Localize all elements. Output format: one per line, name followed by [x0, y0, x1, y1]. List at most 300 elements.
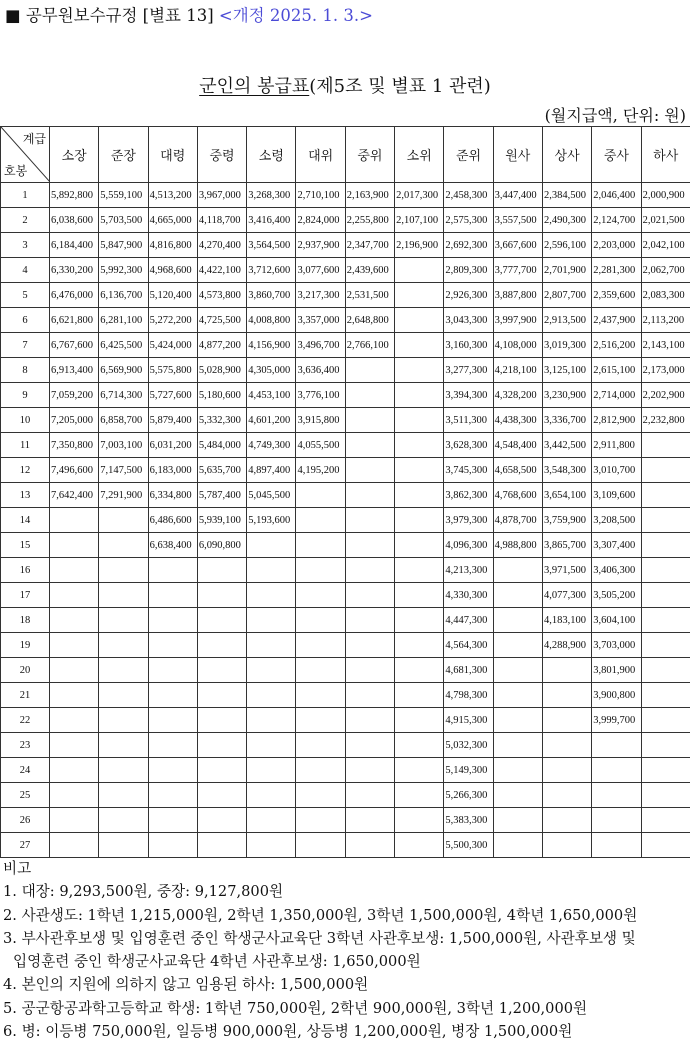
- step-cell: 10: [1, 408, 50, 433]
- pay-cell: [50, 508, 99, 533]
- pay-cell: 4,453,100: [247, 383, 296, 408]
- rank-header: 준장: [99, 127, 148, 183]
- pay-cell: [345, 358, 394, 383]
- step-cell: 25: [1, 783, 50, 808]
- pay-cell: 4,601,200: [247, 408, 296, 433]
- pay-cell: 5,266,300: [444, 783, 493, 808]
- pay-cell: [148, 608, 197, 633]
- pay-cell: 3,109,600: [592, 483, 641, 508]
- pay-cell: 2,913,500: [542, 308, 591, 333]
- pay-cell: [197, 558, 246, 583]
- pay-cell: 6,486,600: [148, 508, 197, 533]
- corner-header-cell: [1, 127, 50, 183]
- pay-cell: 3,160,300: [444, 333, 493, 358]
- pay-cell: [148, 808, 197, 833]
- step-cell: 15: [1, 533, 50, 558]
- rank-header: 중령: [197, 127, 246, 183]
- pay-cell: 3,628,300: [444, 433, 493, 458]
- pay-cell: 4,218,100: [493, 358, 542, 383]
- pay-cell: [50, 783, 99, 808]
- pay-cell: 2,021,500: [641, 208, 690, 233]
- pay-cell: [345, 633, 394, 658]
- pay-cell: [247, 758, 296, 783]
- pay-cell: 2,692,300: [444, 233, 493, 258]
- pay-cell: [395, 433, 444, 458]
- pay-cell: [542, 758, 591, 783]
- pay-cell: [395, 533, 444, 558]
- rank-header: 하사: [641, 127, 690, 183]
- pay-cell: [296, 683, 345, 708]
- pay-cell: 6,858,700: [99, 408, 148, 433]
- pay-cell: 4,183,100: [542, 608, 591, 633]
- pay-cell: 2,812,900: [592, 408, 641, 433]
- pay-cell: [50, 633, 99, 658]
- pay-cell: [148, 708, 197, 733]
- table-row: [1, 833, 690, 858]
- step-cell: 12: [1, 458, 50, 483]
- pay-cell: 2,083,300: [641, 283, 690, 308]
- pay-cell: 3,759,900: [542, 508, 591, 533]
- pay-cell: [247, 683, 296, 708]
- pay-cell: [50, 583, 99, 608]
- pay-cell: [197, 608, 246, 633]
- pay-cell: 3,703,000: [592, 633, 641, 658]
- pay-cell: 4,548,400: [493, 433, 542, 458]
- step-cell: 17: [1, 583, 50, 608]
- pay-cell: 5,703,500: [99, 208, 148, 233]
- table-row: [1, 233, 690, 258]
- pay-cell: 4,422,100: [197, 258, 246, 283]
- pay-cell: 2,232,800: [641, 408, 690, 433]
- pay-cell: [542, 833, 591, 858]
- pay-cell: 4,008,800: [247, 308, 296, 333]
- pay-cell: 4,749,300: [247, 433, 296, 458]
- pay-cell: [296, 483, 345, 508]
- pay-cell: [641, 433, 690, 458]
- pay-cell: [493, 558, 542, 583]
- pay-cell: [197, 833, 246, 858]
- pay-cell: [148, 683, 197, 708]
- pay-cell: [197, 658, 246, 683]
- pay-cell: 4,438,300: [493, 408, 542, 433]
- step-cell: 18: [1, 608, 50, 633]
- pay-cell: 5,484,000: [197, 433, 246, 458]
- pay-cell: [493, 583, 542, 608]
- pay-cell: [345, 533, 394, 558]
- pay-cell: [395, 658, 444, 683]
- pay-cell: 3,406,300: [592, 558, 641, 583]
- table-row: [1, 183, 690, 208]
- pay-cell: [148, 658, 197, 683]
- pay-cell: [345, 808, 394, 833]
- pay-cell: [296, 533, 345, 558]
- pay-cell: [99, 633, 148, 658]
- step-cell: 22: [1, 708, 50, 733]
- pay-cell: 7,003,100: [99, 433, 148, 458]
- pay-cell: [641, 633, 690, 658]
- pay-cell: 2,281,300: [592, 258, 641, 283]
- pay-cell: 2,437,900: [592, 308, 641, 333]
- pay-cell: 4,195,200: [296, 458, 345, 483]
- pay-cell: 4,897,400: [247, 458, 296, 483]
- pay-cell: 4,798,300: [444, 683, 493, 708]
- pay-cell: 6,183,000: [148, 458, 197, 483]
- pay-cell: 2,458,300: [444, 183, 493, 208]
- pay-cell: 3,865,700: [542, 533, 591, 558]
- pay-cell: 2,926,300: [444, 283, 493, 308]
- pay-cell: [345, 408, 394, 433]
- pay-cell: [395, 333, 444, 358]
- pay-cell: 5,028,900: [197, 358, 246, 383]
- pay-cell: [50, 758, 99, 783]
- pay-cell: 2,710,100: [296, 183, 345, 208]
- pay-cell: [50, 558, 99, 583]
- pay-cell: [493, 808, 542, 833]
- pay-cell: 3,496,700: [296, 333, 345, 358]
- pay-cell: [296, 658, 345, 683]
- pay-cell: [345, 558, 394, 583]
- pay-cell: 2,824,000: [296, 208, 345, 233]
- pay-cell: [99, 508, 148, 533]
- pay-cell: [296, 583, 345, 608]
- pay-cell: 3,999,700: [592, 708, 641, 733]
- table-row: [1, 308, 690, 333]
- table-row: [1, 583, 690, 608]
- step-cell: 8: [1, 358, 50, 383]
- pay-cell: 3,860,700: [247, 283, 296, 308]
- pay-cell: [296, 833, 345, 858]
- pay-cell: 6,913,400: [50, 358, 99, 383]
- pay-cell: [395, 608, 444, 633]
- step-cell: 9: [1, 383, 50, 408]
- pay-cell: 4,055,500: [296, 433, 345, 458]
- pay-cell: 2,173,000: [641, 358, 690, 383]
- pay-cell: 3,019,300: [542, 333, 591, 358]
- table-row: [1, 733, 690, 758]
- pay-cell: [542, 708, 591, 733]
- pay-cell: 5,149,300: [444, 758, 493, 783]
- pay-cell: 4,156,900: [247, 333, 296, 358]
- square-bullet-icon: ■: [5, 6, 21, 25]
- pay-cell: 5,847,900: [99, 233, 148, 258]
- pay-cell: 2,807,700: [542, 283, 591, 308]
- pay-cell: [99, 708, 148, 733]
- pay-cell: 3,125,100: [542, 358, 591, 383]
- pay-cell: 2,516,200: [592, 333, 641, 358]
- pay-cell: 3,636,400: [296, 358, 345, 383]
- pay-cell: [641, 508, 690, 533]
- pay-cell: 3,357,000: [296, 308, 345, 333]
- pay-cell: [197, 633, 246, 658]
- table-row: [1, 658, 690, 683]
- pay-cell: 2,163,900: [345, 183, 394, 208]
- pay-cell: 2,107,100: [395, 208, 444, 233]
- pay-cell: [641, 608, 690, 633]
- pay-cell: [247, 783, 296, 808]
- pay-cell: 3,564,500: [247, 233, 296, 258]
- pay-cell: 3,776,100: [296, 383, 345, 408]
- pay-cell: 4,816,800: [148, 233, 197, 258]
- pay-cell: [296, 783, 345, 808]
- pay-cell: [247, 558, 296, 583]
- pay-cell: [395, 383, 444, 408]
- pay-cell: 4,915,300: [444, 708, 493, 733]
- step-cell: 27: [1, 833, 50, 858]
- pay-cell: [247, 833, 296, 858]
- pay-cell: [395, 783, 444, 808]
- pay-cell: 3,336,700: [542, 408, 591, 433]
- remark-line: 4. 본인의 지원에 의하지 않고 임용된 하사: 1,500,000원: [3, 976, 369, 994]
- unit-note: (월지급액, 단위: 원): [544, 106, 686, 125]
- pay-cell: 2,766,100: [345, 333, 394, 358]
- pay-cell: 6,425,500: [99, 333, 148, 358]
- pay-cell: 3,217,300: [296, 283, 345, 308]
- step-cell: 24: [1, 758, 50, 783]
- pay-cell: [641, 583, 690, 608]
- pay-cell: [99, 783, 148, 808]
- step-cell: 23: [1, 733, 50, 758]
- pay-cell: 2,113,200: [641, 308, 690, 333]
- pay-cell: [493, 633, 542, 658]
- pay-cell: 2,196,900: [395, 233, 444, 258]
- pay-cell: 3,505,200: [592, 583, 641, 608]
- pay-cell: 3,077,600: [296, 258, 345, 283]
- pay-cell: 6,767,600: [50, 333, 99, 358]
- pay-cell: [493, 833, 542, 858]
- table-row: [1, 258, 690, 283]
- pay-cell: [345, 458, 394, 483]
- pay-cell: [493, 608, 542, 633]
- pay-cell: [395, 508, 444, 533]
- step-cell: 21: [1, 683, 50, 708]
- pay-cell: 4,330,300: [444, 583, 493, 608]
- pay-cell: 3,979,300: [444, 508, 493, 533]
- pay-cell: 2,046,400: [592, 183, 641, 208]
- page-title-ref: (제5조 및 별표 1 관련): [309, 76, 491, 97]
- pay-cell: [148, 833, 197, 858]
- pay-cell: 4,768,600: [493, 483, 542, 508]
- pay-cell: [247, 533, 296, 558]
- pay-cell: 2,347,700: [345, 233, 394, 258]
- pay-cell: 6,638,400: [148, 533, 197, 558]
- step-axis-label: 호봉: [4, 164, 28, 178]
- pay-cell: [296, 808, 345, 833]
- pay-cell: [641, 783, 690, 808]
- pay-cell: 7,147,500: [99, 458, 148, 483]
- pay-cell: [247, 733, 296, 758]
- amendment-note: <개정 2025. 1. 3.>: [218, 6, 373, 25]
- table-row: [1, 633, 690, 658]
- pay-cell: 4,513,200: [148, 183, 197, 208]
- table-row: [1, 358, 690, 383]
- document-header: [5, 2, 373, 26]
- table-row: [1, 608, 690, 633]
- pay-cell: 3,010,700: [592, 458, 641, 483]
- pay-cell: [345, 508, 394, 533]
- pay-cell: [247, 608, 296, 633]
- pay-cell: 3,208,500: [592, 508, 641, 533]
- pay-cell: 3,268,300: [247, 183, 296, 208]
- pay-cell: [296, 508, 345, 533]
- pay-cell: 3,745,300: [444, 458, 493, 483]
- pay-cell: 6,621,800: [50, 308, 99, 333]
- pay-cell: [395, 733, 444, 758]
- pay-cell: 4,305,000: [247, 358, 296, 383]
- pay-cell: [592, 808, 641, 833]
- pay-cell: 2,124,700: [592, 208, 641, 233]
- pay-cell: 5,939,100: [197, 508, 246, 533]
- pay-cell: 4,213,300: [444, 558, 493, 583]
- pay-cell: [542, 683, 591, 708]
- pay-cell: 3,777,700: [493, 258, 542, 283]
- step-cell: 14: [1, 508, 50, 533]
- pay-cell: 3,416,400: [247, 208, 296, 233]
- pay-cell: 5,383,300: [444, 808, 493, 833]
- pay-cell: 7,059,200: [50, 383, 99, 408]
- pay-cell: [493, 708, 542, 733]
- pay-cell: [50, 533, 99, 558]
- step-cell: 11: [1, 433, 50, 458]
- pay-cell: 2,384,500: [542, 183, 591, 208]
- pay-cell: 2,042,100: [641, 233, 690, 258]
- pay-cell: [395, 408, 444, 433]
- pay-cell: [493, 733, 542, 758]
- remark-line: 2. 사관생도: 1학년 1,215,000원, 2학년 1,350,000원, 3학년 1,500,000원, 4학년 1,650,000원: [3, 906, 638, 924]
- pay-cell: 5,180,600: [197, 383, 246, 408]
- rank-header: 원사: [493, 127, 542, 183]
- pay-cell: 3,511,300: [444, 408, 493, 433]
- pay-cell: 6,031,200: [148, 433, 197, 458]
- remarks-heading: 비고: [3, 860, 32, 877]
- pay-cell: [148, 558, 197, 583]
- pay-cell: [641, 708, 690, 733]
- pay-cell: 2,615,100: [592, 358, 641, 383]
- pay-cell: [197, 683, 246, 708]
- pay-cell: 4,725,500: [197, 308, 246, 333]
- pay-cell: 5,892,800: [50, 183, 99, 208]
- pay-cell: 5,045,500: [247, 483, 296, 508]
- pay-cell: 4,665,000: [148, 208, 197, 233]
- page-title: [0, 72, 690, 98]
- pay-cell: 2,575,300: [444, 208, 493, 233]
- pay-cell: [247, 808, 296, 833]
- pay-cell: 3,971,500: [542, 558, 591, 583]
- step-cell: 2: [1, 208, 50, 233]
- pay-scale-table: [0, 126, 690, 858]
- pay-cell: [197, 783, 246, 808]
- pay-cell: [641, 758, 690, 783]
- pay-cell: 6,334,800: [148, 483, 197, 508]
- rank-header: 소위: [395, 127, 444, 183]
- step-cell: 6: [1, 308, 50, 333]
- step-cell: 13: [1, 483, 50, 508]
- step-cell: 4: [1, 258, 50, 283]
- pay-cell: [197, 758, 246, 783]
- pay-cell: [50, 833, 99, 858]
- remark-line: 3. 부사관후보생 및 입영훈련 중인 학생군사교육단 3학년 사관후보생: 1,500,000원, 사관후보생 및: [3, 929, 636, 947]
- pay-cell: [50, 608, 99, 633]
- pay-cell: [493, 758, 542, 783]
- pay-cell: 3,900,800: [592, 683, 641, 708]
- pay-cell: 5,120,400: [148, 283, 197, 308]
- pay-cell: [395, 708, 444, 733]
- pay-cell: [148, 758, 197, 783]
- pay-cell: 6,038,600: [50, 208, 99, 233]
- pay-cell: [395, 683, 444, 708]
- pay-cell: 4,878,700: [493, 508, 542, 533]
- pay-cell: 5,332,300: [197, 408, 246, 433]
- step-cell: 3: [1, 233, 50, 258]
- pay-cell: [99, 808, 148, 833]
- pay-cell: 2,062,700: [641, 258, 690, 283]
- pay-cell: [345, 708, 394, 733]
- pay-cell: 4,564,300: [444, 633, 493, 658]
- pay-cell: [395, 358, 444, 383]
- pay-cell: [197, 733, 246, 758]
- pay-cell: [99, 683, 148, 708]
- pay-cell: [395, 808, 444, 833]
- pay-cell: [641, 808, 690, 833]
- pay-cell: [148, 783, 197, 808]
- pay-cell: [493, 683, 542, 708]
- pay-cell: 2,143,100: [641, 333, 690, 358]
- pay-cell: 6,714,300: [99, 383, 148, 408]
- pay-cell: [247, 708, 296, 733]
- pay-cell: [395, 583, 444, 608]
- pay-cell: [197, 583, 246, 608]
- pay-cell: [345, 783, 394, 808]
- pay-cell: 5,992,300: [99, 258, 148, 283]
- pay-cell: [641, 733, 690, 758]
- table-body: [1, 183, 690, 858]
- pay-cell: [641, 658, 690, 683]
- pay-cell: [296, 633, 345, 658]
- pay-cell: [345, 583, 394, 608]
- pay-cell: [148, 583, 197, 608]
- pay-cell: 3,862,300: [444, 483, 493, 508]
- pay-cell: 3,307,400: [592, 533, 641, 558]
- pay-cell: 2,202,900: [641, 383, 690, 408]
- pay-cell: 4,096,300: [444, 533, 493, 558]
- pay-cell: 4,328,200: [493, 383, 542, 408]
- pay-cell: [493, 658, 542, 683]
- pay-cell: 7,496,600: [50, 458, 99, 483]
- table-row: [1, 458, 690, 483]
- pay-cell: [99, 833, 148, 858]
- pay-cell: 2,648,800: [345, 308, 394, 333]
- pay-cell: 2,203,000: [592, 233, 641, 258]
- step-cell: 5: [1, 283, 50, 308]
- pay-cell: [345, 608, 394, 633]
- pay-cell: 2,714,000: [592, 383, 641, 408]
- rank-header: 대위: [296, 127, 345, 183]
- pay-cell: [641, 458, 690, 483]
- pay-cell: 6,281,100: [99, 308, 148, 333]
- pay-cell: 7,205,000: [50, 408, 99, 433]
- pay-cell: [197, 808, 246, 833]
- table-row: [1, 433, 690, 458]
- pay-cell: [99, 758, 148, 783]
- pay-cell: [345, 433, 394, 458]
- table-row: [1, 758, 690, 783]
- pay-cell: [641, 833, 690, 858]
- pay-cell: [148, 733, 197, 758]
- pay-cell: [542, 733, 591, 758]
- pay-cell: 3,997,900: [493, 308, 542, 333]
- pay-cell: 4,877,200: [197, 333, 246, 358]
- pay-cell: [296, 558, 345, 583]
- table-row: [1, 683, 690, 708]
